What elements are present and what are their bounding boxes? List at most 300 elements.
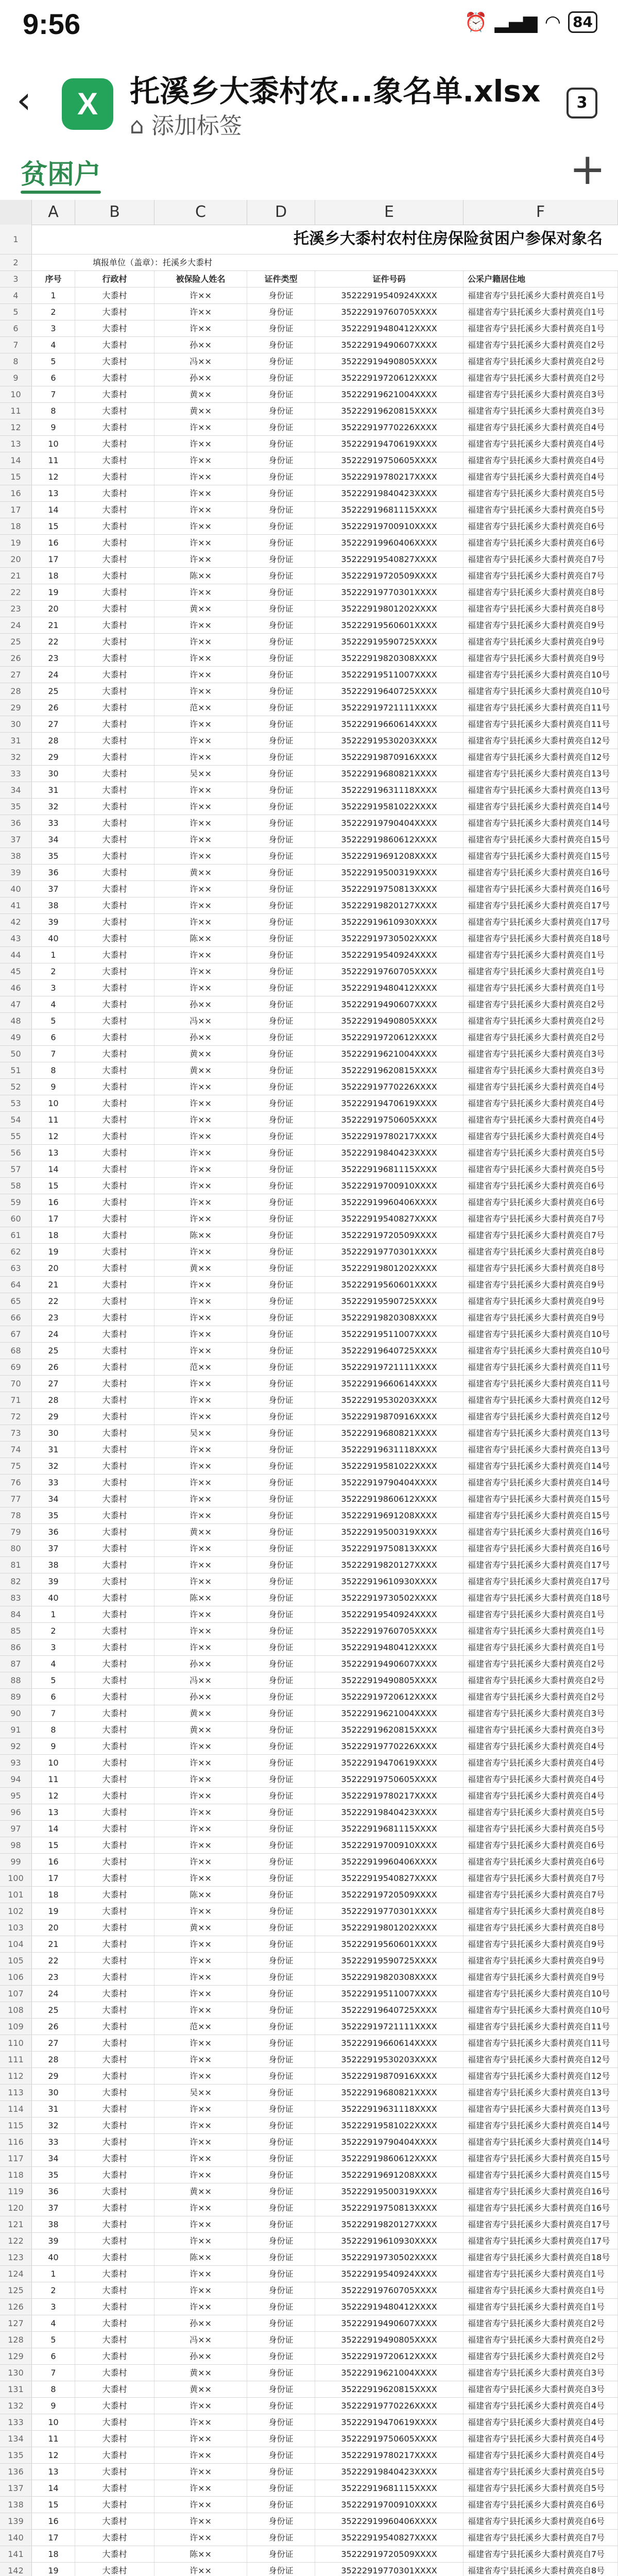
- table-row[interactable]: [0, 2249, 618, 2266]
- table-row[interactable]: [0, 897, 618, 914]
- table-cell[interactable]: 35222919760705XXXX: [315, 963, 464, 979]
- table-cell[interactable]: 16: [32, 1194, 75, 1210]
- table-cell[interactable]: 许××: [154, 947, 247, 963]
- table-cell[interactable]: 陈××: [154, 1590, 247, 1606]
- table-cell[interactable]: 许××: [154, 2513, 247, 2529]
- row-number[interactable]: 101: [0, 1887, 32, 1903]
- table-cell[interactable]: 20: [32, 1260, 75, 1276]
- table-cell[interactable]: 福建省寿宁县托溪乡大黍村黄亮自2号: [464, 1013, 618, 1029]
- table-cell[interactable]: 孙××: [154, 1029, 247, 1045]
- header-cell[interactable]: 证件号码: [315, 271, 464, 287]
- table-cell[interactable]: 身份证: [247, 1194, 315, 1210]
- row-number[interactable]: 13: [0, 436, 32, 452]
- table-row[interactable]: [0, 1392, 618, 1409]
- table-cell[interactable]: 大黍村: [75, 930, 154, 946]
- table-cell[interactable]: 2: [32, 963, 75, 979]
- table-cell[interactable]: 身份证: [247, 1376, 315, 1392]
- table-cell[interactable]: 2: [32, 304, 75, 320]
- table-row[interactable]: [0, 2167, 618, 2183]
- table-cell[interactable]: 许××: [154, 815, 247, 831]
- table-cell[interactable]: 35222919621004XXXX: [315, 1705, 464, 1721]
- table-cell[interactable]: 大黍村: [75, 452, 154, 468]
- table-cell[interactable]: 身份证: [247, 1854, 315, 1870]
- table-cell[interactable]: 大黍村: [75, 1639, 154, 1655]
- table-cell[interactable]: 5: [32, 1013, 75, 1029]
- table-cell[interactable]: 大黍村: [75, 320, 154, 336]
- table-cell[interactable]: 3: [32, 320, 75, 336]
- table-cell[interactable]: 身份证: [247, 2563, 315, 2576]
- table-row[interactable]: [0, 452, 618, 469]
- table-cell[interactable]: 35222919631118XXXX: [315, 2101, 464, 2117]
- row-number[interactable]: 100: [0, 1870, 32, 1886]
- table-cell[interactable]: 许××: [154, 2497, 247, 2513]
- row-number[interactable]: 93: [0, 1755, 32, 1771]
- table-cell[interactable]: 大黍村: [75, 1062, 154, 1078]
- table-cell[interactable]: 身份证: [247, 1936, 315, 1952]
- table-cell[interactable]: 大黍村: [75, 1969, 154, 1985]
- table-cell[interactable]: 许××: [154, 1409, 247, 1425]
- row-number[interactable]: 142: [0, 2563, 32, 2576]
- table-cell[interactable]: 身份证: [247, 1178, 315, 1194]
- table-cell[interactable]: 福建省寿宁县托溪乡大黍村黄亮自1号: [464, 1606, 618, 1622]
- table-row[interactable]: [0, 2530, 618, 2546]
- table-cell[interactable]: 身份证: [247, 337, 315, 353]
- table-cell[interactable]: 大黍村: [75, 2398, 154, 2414]
- table-cell[interactable]: 大黍村: [75, 1507, 154, 1523]
- table-cell[interactable]: 黄××: [154, 2183, 247, 2199]
- table-cell[interactable]: 许××: [154, 897, 247, 913]
- back-icon[interactable]: ‹: [16, 78, 31, 122]
- table-row[interactable]: [0, 1194, 618, 1211]
- table-cell[interactable]: 35222919680821XXXX: [315, 1425, 464, 1441]
- table-cell[interactable]: 福建省寿宁县托溪乡大黍村黄亮自13号: [464, 1425, 618, 1441]
- table-cell[interactable]: 14: [32, 1161, 75, 1177]
- table-cell[interactable]: 许××: [154, 1755, 247, 1771]
- table-cell[interactable]: 大黍村: [75, 799, 154, 815]
- row-number[interactable]: 134: [0, 2431, 32, 2447]
- table-cell[interactable]: 5: [32, 353, 75, 369]
- table-cell[interactable]: 福建省寿宁县托溪乡大黍村黄亮自9号: [464, 634, 618, 650]
- table-row[interactable]: [0, 815, 618, 832]
- table-cell[interactable]: 大黍村: [75, 2249, 154, 2265]
- table-cell[interactable]: 35222919581022XXXX: [315, 799, 464, 815]
- row-number[interactable]: 5: [0, 304, 32, 320]
- table-cell[interactable]: 许××: [154, 551, 247, 567]
- table-cell[interactable]: 35222919840423XXXX: [315, 1145, 464, 1161]
- table-cell[interactable]: 6: [32, 2348, 75, 2364]
- table-cell[interactable]: 35222919681115XXXX: [315, 502, 464, 518]
- table-row[interactable]: [0, 2464, 618, 2480]
- table-cell[interactable]: 身份证: [247, 1227, 315, 1243]
- table-cell[interactable]: 身份证: [247, 403, 315, 419]
- table-cell[interactable]: 身份证: [247, 1590, 315, 1606]
- table-cell[interactable]: 许××: [154, 2464, 247, 2480]
- table-cell[interactable]: 35222919770226XXXX: [315, 1079, 464, 1095]
- table-cell[interactable]: 7: [32, 386, 75, 402]
- table-cell[interactable]: 福建省寿宁县托溪乡大黍村黄亮自6号: [464, 535, 618, 551]
- table-cell[interactable]: 孙××: [154, 1656, 247, 1672]
- table-cell[interactable]: 35222919750813XXXX: [315, 881, 464, 897]
- table-cell[interactable]: 大黍村: [75, 568, 154, 584]
- table-cell[interactable]: 黄××: [154, 2381, 247, 2397]
- row-number[interactable]: 12: [0, 419, 32, 435]
- table-cell[interactable]: 大黍村: [75, 2134, 154, 2150]
- table-cell[interactable]: 13: [32, 2464, 75, 2480]
- table-cell[interactable]: 大黍村: [75, 1112, 154, 1128]
- table-cell[interactable]: 福建省寿宁县托溪乡大黍村黄亮自2号: [464, 1672, 618, 1688]
- table-row[interactable]: [0, 766, 618, 782]
- table-cell[interactable]: 身份证: [247, 1672, 315, 1688]
- table-row[interactable]: [0, 386, 618, 403]
- table-cell[interactable]: 福建省寿宁县托溪乡大黍村黄亮自2号: [464, 1689, 618, 1705]
- table-cell[interactable]: 大黍村: [75, 1425, 154, 1441]
- table-cell[interactable]: 大黍村: [75, 584, 154, 600]
- table-cell[interactable]: 福建省寿宁县托溪乡大黍村黄亮自2号: [464, 337, 618, 353]
- table-row[interactable]: [0, 1458, 618, 1475]
- table-cell[interactable]: 许××: [154, 2563, 247, 2576]
- table-cell[interactable]: 大黍村: [75, 1887, 154, 1903]
- table-cell[interactable]: 35222919820308XXXX: [315, 1969, 464, 1985]
- table-cell[interactable]: 身份证: [247, 1557, 315, 1573]
- table-cell[interactable]: 许××: [154, 2068, 247, 2084]
- table-row[interactable]: [0, 1821, 618, 1837]
- table-cell[interactable]: 35222919620815XXXX: [315, 1062, 464, 1078]
- table-row[interactable]: [0, 2431, 618, 2447]
- table-cell[interactable]: 身份证: [247, 1343, 315, 1359]
- table-cell[interactable]: 40: [32, 2249, 75, 2265]
- row-number[interactable]: 137: [0, 2480, 32, 2496]
- table-cell[interactable]: 陈××: [154, 2546, 247, 2562]
- table-cell[interactable]: 9: [32, 1079, 75, 1095]
- row-number[interactable]: 51: [0, 1062, 32, 1078]
- table-cell[interactable]: 陈××: [154, 1887, 247, 1903]
- table-cell[interactable]: 大黍村: [75, 1194, 154, 1210]
- table-row[interactable]: [0, 2183, 618, 2200]
- table-cell[interactable]: 福建省寿宁县托溪乡大黍村黄亮自14号: [464, 815, 618, 831]
- table-cell[interactable]: 大黍村: [75, 419, 154, 435]
- table-cell[interactable]: 24: [32, 1986, 75, 2002]
- table-cell[interactable]: 大黍村: [75, 1623, 154, 1639]
- row-number[interactable]: 44: [0, 947, 32, 963]
- table-cell[interactable]: 身份证: [247, 1029, 315, 1045]
- table-cell[interactable]: 许××: [154, 1178, 247, 1194]
- table-cell[interactable]: 身份证: [247, 2068, 315, 2084]
- row-number[interactable]: 23: [0, 601, 32, 617]
- table-cell[interactable]: 孙××: [154, 996, 247, 1012]
- table-row[interactable]: [0, 2332, 618, 2348]
- table-cell[interactable]: 黄××: [154, 1705, 247, 1721]
- table-cell[interactable]: 大黍村: [75, 1079, 154, 1095]
- table-row[interactable]: [0, 749, 618, 766]
- table-cell[interactable]: 大黍村: [75, 1128, 154, 1144]
- table-cell[interactable]: 35222919860612XXXX: [315, 1491, 464, 1507]
- table-cell[interactable]: 身份证: [247, 1475, 315, 1490]
- table-cell[interactable]: 福建省寿宁县托溪乡大黍村黄亮自15号: [464, 2167, 618, 2183]
- row-number[interactable]: 99: [0, 1854, 32, 1870]
- table-cell[interactable]: 35222919621004XXXX: [315, 2365, 464, 2381]
- table-cell[interactable]: 19: [32, 1244, 75, 1260]
- table-cell[interactable]: 35222919590725XXXX: [315, 1953, 464, 1969]
- table-cell[interactable]: 福建省寿宁县托溪乡大黍村黄亮自2号: [464, 353, 618, 369]
- table-row[interactable]: [0, 1953, 618, 1969]
- table-row[interactable]: [0, 2299, 618, 2315]
- table-cell[interactable]: 身份证: [247, 2530, 315, 2546]
- row-number[interactable]: 28: [0, 683, 32, 699]
- table-cell[interactable]: 大黍村: [75, 1211, 154, 1227]
- row-number[interactable]: 21: [0, 568, 32, 584]
- row-number[interactable]: 119: [0, 2183, 32, 2199]
- table-row[interactable]: [0, 2233, 618, 2249]
- table-row[interactable]: [0, 2052, 618, 2068]
- table-cell[interactable]: 35222919790404XXXX: [315, 2134, 464, 2150]
- table-cell[interactable]: 身份证: [247, 716, 315, 732]
- table-cell[interactable]: 12: [32, 469, 75, 485]
- table-cell[interactable]: 福建省寿宁县托溪乡大黍村黄亮自13号: [464, 1442, 618, 1458]
- table-cell[interactable]: 身份证: [247, 914, 315, 930]
- table-cell[interactable]: 35222919500319XXXX: [315, 2183, 464, 2199]
- table-cell[interactable]: 许××: [154, 304, 247, 320]
- table-cell[interactable]: 身份证: [247, 1046, 315, 1062]
- table-cell[interactable]: 36: [32, 2183, 75, 2199]
- sheet-tab-active[interactable]: 贫困户: [21, 159, 101, 190]
- table-cell[interactable]: 福建省寿宁县托溪乡大黍村黄亮自4号: [464, 436, 618, 452]
- row-number[interactable]: 59: [0, 1194, 32, 1210]
- table-cell[interactable]: 26: [32, 2019, 75, 2035]
- table-cell[interactable]: 35222919511007XXXX: [315, 667, 464, 683]
- table-cell[interactable]: 身份证: [247, 551, 315, 567]
- table-cell[interactable]: 大黍村: [75, 2216, 154, 2232]
- table-cell[interactable]: 福建省寿宁县托溪乡大黍村黄亮自1号: [464, 947, 618, 963]
- table-cell[interactable]: 29: [32, 1409, 75, 1425]
- table-row[interactable]: [0, 996, 618, 1013]
- table-cell[interactable]: 福建省寿宁县托溪乡大黍村黄亮自9号: [464, 1969, 618, 1985]
- table-cell[interactable]: 34: [32, 1491, 75, 1507]
- table-cell[interactable]: 身份证: [247, 1887, 315, 1903]
- table-cell[interactable]: 27: [32, 2035, 75, 2051]
- table-row[interactable]: [0, 2447, 618, 2464]
- table-cell[interactable]: 18: [32, 2546, 75, 2562]
- table-row[interactable]: [0, 1161, 618, 1178]
- table-cell[interactable]: 大黍村: [75, 700, 154, 716]
- table-cell[interactable]: 孙××: [154, 2315, 247, 2331]
- table-cell[interactable]: 22: [32, 1293, 75, 1309]
- table-row[interactable]: [0, 584, 618, 601]
- table-cell[interactable]: 福建省寿宁县托溪乡大黍村黄亮自9号: [464, 650, 618, 666]
- table-cell[interactable]: 35222919480412XXXX: [315, 2299, 464, 2315]
- row-number[interactable]: 72: [0, 1409, 32, 1425]
- table-cell[interactable]: 40: [32, 1590, 75, 1606]
- table-cell[interactable]: 身份证: [247, 1969, 315, 1985]
- table-cell[interactable]: 许××: [154, 716, 247, 732]
- table-cell[interactable]: 21: [32, 1277, 75, 1293]
- table-cell[interactable]: 许××: [154, 1771, 247, 1787]
- table-row[interactable]: [0, 1854, 618, 1870]
- table-row[interactable]: [0, 848, 618, 865]
- table-cell[interactable]: 大黍村: [75, 1310, 154, 1326]
- table-cell[interactable]: 大黍村: [75, 1376, 154, 1392]
- table-cell[interactable]: 大黍村: [75, 2002, 154, 2018]
- table-cell[interactable]: 大黍村: [75, 1557, 154, 1573]
- table-cell[interactable]: 大黍村: [75, 2546, 154, 2562]
- table-cell[interactable]: 35222919720509XXXX: [315, 568, 464, 584]
- table-cell[interactable]: 35222919540924XXXX: [315, 947, 464, 963]
- table-row[interactable]: [0, 535, 618, 551]
- table-cell[interactable]: 35222919681115XXXX: [315, 1161, 464, 1177]
- row-number[interactable]: 54: [0, 1112, 32, 1128]
- table-cell[interactable]: 大黍村: [75, 287, 154, 303]
- table-cell[interactable]: 大黍村: [75, 2150, 154, 2166]
- table-cell[interactable]: 大黍村: [75, 1178, 154, 1194]
- table-cell[interactable]: 身份证: [247, 1062, 315, 1078]
- table-cell[interactable]: 许××: [154, 2530, 247, 2546]
- row-number[interactable]: 107: [0, 1986, 32, 2002]
- table-cell[interactable]: 35222919760705XXXX: [315, 304, 464, 320]
- row-number[interactable]: 127: [0, 2315, 32, 2331]
- table-cell[interactable]: 35222919770301XXXX: [315, 1244, 464, 1260]
- table-row[interactable]: [0, 700, 618, 716]
- table-cell[interactable]: 大黍村: [75, 1458, 154, 1474]
- table-cell[interactable]: 38: [32, 897, 75, 913]
- table-cell[interactable]: 大黍村: [75, 617, 154, 633]
- table-cell[interactable]: 福建省寿宁县托溪乡大黍村黄亮自16号: [464, 2183, 618, 2199]
- table-cell[interactable]: 35222919490805XXXX: [315, 1013, 464, 1029]
- table-cell[interactable]: 35222919960406XXXX: [315, 535, 464, 551]
- table-cell[interactable]: 15: [32, 1178, 75, 1194]
- table-cell[interactable]: 许××: [154, 963, 247, 979]
- row-number[interactable]: 8: [0, 353, 32, 369]
- table-cell[interactable]: 大黍村: [75, 2348, 154, 2364]
- table-row[interactable]: [0, 881, 618, 897]
- table-cell[interactable]: 福建省寿宁县托溪乡大黍村黄亮自5号: [464, 485, 618, 501]
- row-number[interactable]: 133: [0, 2414, 32, 2430]
- table-cell[interactable]: 福建省寿宁县托溪乡大黍村黄亮自13号: [464, 766, 618, 782]
- table-cell[interactable]: 8: [32, 403, 75, 419]
- table-row[interactable]: [0, 1903, 618, 1920]
- table-cell[interactable]: 福建省寿宁县托溪乡大黍村黄亮自18号: [464, 1590, 618, 1606]
- row-number[interactable]: 103: [0, 1920, 32, 1936]
- table-cell[interactable]: 27: [32, 1376, 75, 1392]
- row-number[interactable]: 120: [0, 2200, 32, 2216]
- row-number[interactable]: 45: [0, 963, 32, 979]
- table-cell[interactable]: 福建省寿宁县托溪乡大黍村黄亮自2号: [464, 2332, 618, 2348]
- table-cell[interactable]: 许××: [154, 1161, 247, 1177]
- table-cell[interactable]: 7: [32, 1705, 75, 1721]
- table-cell[interactable]: 黄××: [154, 1062, 247, 1078]
- table-cell[interactable]: 17: [32, 1211, 75, 1227]
- table-cell[interactable]: 身份证: [247, 1573, 315, 1589]
- table-cell[interactable]: 35222919540827XXXX: [315, 1870, 464, 1886]
- row-number[interactable]: 79: [0, 1524, 32, 1540]
- table-cell[interactable]: 9: [32, 1738, 75, 1754]
- table-cell[interactable]: 35222919801202XXXX: [315, 1260, 464, 1276]
- table-cell[interactable]: 35222919721111XXXX: [315, 700, 464, 716]
- table-cell[interactable]: 35222919470619XXXX: [315, 2414, 464, 2430]
- table-cell[interactable]: 身份证: [247, 2513, 315, 2529]
- table-row[interactable]: [0, 2134, 618, 2150]
- row-number[interactable]: 85: [0, 1623, 32, 1639]
- table-cell[interactable]: 许××: [154, 1293, 247, 1309]
- table-cell[interactable]: 6: [32, 1029, 75, 1045]
- table-cell[interactable]: 35222919490805XXXX: [315, 353, 464, 369]
- table-cell[interactable]: 11: [32, 1112, 75, 1128]
- table-cell[interactable]: 35222919780217XXXX: [315, 1788, 464, 1804]
- table-cell[interactable]: 福建省寿宁县托溪乡大黍村黄亮自14号: [464, 1458, 618, 1474]
- table-cell[interactable]: 35222919750813XXXX: [315, 2200, 464, 2216]
- table-cell[interactable]: 35222919840423XXXX: [315, 1804, 464, 1820]
- row-number[interactable]: 43: [0, 930, 32, 946]
- table-cell[interactable]: 许××: [154, 1986, 247, 2002]
- table-cell[interactable]: 福建省寿宁县托溪乡大黍村黄亮自1号: [464, 304, 618, 320]
- row-number[interactable]: 74: [0, 1442, 32, 1458]
- row-number[interactable]: 123: [0, 2249, 32, 2265]
- row-number[interactable]: 53: [0, 1095, 32, 1111]
- table-cell[interactable]: 15: [32, 2497, 75, 2513]
- table-cell[interactable]: 福建省寿宁县托溪乡大黍村黄亮自12号: [464, 1392, 618, 1408]
- row-number[interactable]: 1: [0, 225, 32, 254]
- table-cell[interactable]: 35222919540827XXXX: [315, 551, 464, 567]
- table-cell[interactable]: 37: [32, 1540, 75, 1556]
- table-cell[interactable]: 大黍村: [75, 782, 154, 798]
- row-number[interactable]: 24: [0, 617, 32, 633]
- table-cell[interactable]: 35222919500319XXXX: [315, 1524, 464, 1540]
- table-cell[interactable]: 22: [32, 634, 75, 650]
- table-cell[interactable]: 大黍村: [75, 337, 154, 353]
- table-cell[interactable]: 福建省寿宁县托溪乡大黍村黄亮自17号: [464, 2233, 618, 2249]
- table-cell[interactable]: 身份证: [247, 2299, 315, 2315]
- table-cell[interactable]: 35222919721111XXXX: [315, 2019, 464, 2035]
- table-cell[interactable]: 30: [32, 766, 75, 782]
- table-cell[interactable]: 大黍村: [75, 1771, 154, 1787]
- table-cell[interactable]: 35222919660614XXXX: [315, 2035, 464, 2051]
- table-cell[interactable]: 福建省寿宁县托溪乡大黍村黄亮自9号: [464, 1277, 618, 1293]
- table-cell[interactable]: 10: [32, 1095, 75, 1111]
- column-header-d[interactable]: D: [247, 200, 315, 225]
- table-cell[interactable]: 黄××: [154, 601, 247, 617]
- table-cell[interactable]: 23: [32, 650, 75, 666]
- table-cell[interactable]: 许××: [154, 1112, 247, 1128]
- table-row[interactable]: [0, 469, 618, 485]
- table-row[interactable]: [0, 2084, 618, 2101]
- table-cell[interactable]: 福建省寿宁县托溪乡大黍村黄亮自10号: [464, 1343, 618, 1359]
- table-cell[interactable]: 35222919720612XXXX: [315, 1689, 464, 1705]
- table-cell[interactable]: 大黍村: [75, 1854, 154, 1870]
- table-cell[interactable]: 3: [32, 2299, 75, 2315]
- table-row[interactable]: [0, 2200, 618, 2216]
- table-cell[interactable]: 35: [32, 1507, 75, 1523]
- row-number[interactable]: 27: [0, 667, 32, 683]
- table-cell[interactable]: 14: [32, 1821, 75, 1837]
- table-cell[interactable]: 9: [32, 2398, 75, 2414]
- table-cell[interactable]: 福建省寿宁县托溪乡大黍村黄亮自9号: [464, 1310, 618, 1326]
- table-cell[interactable]: 16: [32, 1854, 75, 1870]
- table-cell[interactable]: 身份证: [247, 617, 315, 633]
- table-cell[interactable]: 身份证: [247, 2216, 315, 2232]
- table-cell[interactable]: 吴××: [154, 1425, 247, 1441]
- table-cell[interactable]: 身份证: [247, 1656, 315, 1672]
- table-cell[interactable]: 福建省寿宁县托溪乡大黍村黄亮自18号: [464, 930, 618, 946]
- row-number[interactable]: 20: [0, 551, 32, 567]
- table-cell[interactable]: 9: [32, 419, 75, 435]
- table-cell[interactable]: 大黍村: [75, 848, 154, 864]
- table-cell[interactable]: 福建省寿宁县托溪乡大黍村黄亮自5号: [464, 502, 618, 518]
- table-row[interactable]: [0, 1788, 618, 1804]
- table-cell[interactable]: 福建省寿宁县托溪乡大黍村黄亮自15号: [464, 1507, 618, 1523]
- row-number[interactable]: 139: [0, 2513, 32, 2529]
- table-row[interactable]: [0, 1606, 618, 1623]
- table-cell[interactable]: 35222919820127XXXX: [315, 2216, 464, 2232]
- table-cell[interactable]: 身份证: [247, 1689, 315, 1705]
- table-cell[interactable]: 大黍村: [75, 716, 154, 732]
